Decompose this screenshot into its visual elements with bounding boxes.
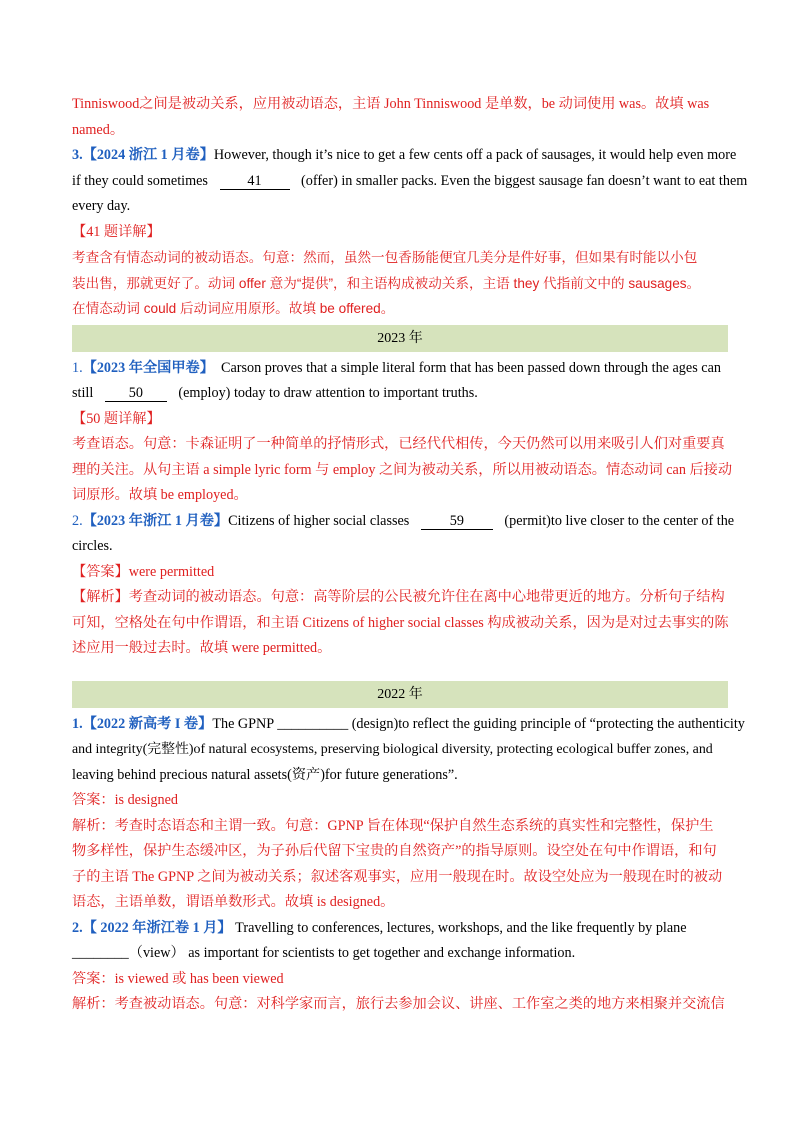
answer-blank: __________ <box>277 715 349 732</box>
explanation-line: 考查语态。句意：卡森证明了一种简单的抒情形式，已经代代相传，今天仍然可以用来吸引人们对重要真 <box>72 436 725 452</box>
document-page <box>72 92 748 1018</box>
question-text: （view） as important for scientists to get together and exchange information. <box>128 945 576 961</box>
question-source-tag: 【2023 年浙江 1 月卷】 <box>82 512 229 529</box>
answer-blank: 41 <box>220 173 290 190</box>
question-text: The GPNP <box>212 715 274 732</box>
question-2022-1-line-2: and integrity(完整性)of natural ecosystems, preserving biological diversity, protecting ecological buffer zones, and <box>72 742 713 757</box>
detail-label: 【41 题详解】 <box>72 223 161 240</box>
analysis-label: 【解析】 <box>72 589 129 605</box>
explanation-line: 子的主语 The GPNP 之间为被动关系；叙述客观事实，应用一般现在时。故设空处应为一般现在时的被动 <box>72 868 723 885</box>
question-2023-1-line-2 <box>72 381 728 407</box>
question-2023-1-line-1 <box>72 356 728 382</box>
explanation-line: 理的关注。从句主语 a simple lyric form 与 employ 之间为被动关系，所以用被动语态。情态动词 can 后接动 <box>72 461 733 478</box>
explanation-line: 解析：考查时态语态和主谓一致。句意：GPNP 旨在体现“保护自然生态系统的真实性和完整性，保护生 <box>72 817 714 834</box>
question-source-tag: 【 2022 年浙江卷 1 月】 <box>82 919 232 936</box>
year-header-2022: 2022 年 <box>72 681 728 708</box>
question-text: Travelling to conferences, lectures, workshops, and the like frequently by plane <box>235 919 687 936</box>
explanation-line: 语态，主语单数，谓语单数形式。故填 is designed。 <box>72 894 395 910</box>
question-number: 3. <box>72 147 83 163</box>
answer-line: 答案：is viewed 或 has been viewed <box>72 970 284 987</box>
answer-blank: 59 <box>421 513 493 530</box>
question-2023-2-line-1 <box>72 509 735 535</box>
explanation-line: 物多样性，保护生态缓冲区，为子孙后代留下宝贵的自然资产”的指导原则。设空处在句中作谓语，和句 <box>72 843 717 859</box>
answer-text: were permitted <box>128 563 215 580</box>
question-text: However, though it’s nice to get a few cents off a pack of sausages, it would help even more <box>213 147 737 163</box>
question-number: 2. <box>72 919 83 936</box>
question-text: (design)to reflect the guiding principle of “protecting the authenticity <box>351 715 745 732</box>
intro-line-1: Tinniswood之间是被动关系，应用被动语态，主语 John Tinniswood 是单数，be 动词使用 was。故填 was <box>72 96 710 112</box>
question-text: Citizens of higher social classes <box>228 512 410 529</box>
question-2024-3-line-3: every day. <box>72 198 131 214</box>
explanation-line: 述应用一般过去时。故填 were permitted。 <box>72 640 332 656</box>
answer-blank: 50 <box>105 385 167 402</box>
analysis-line <box>72 585 728 611</box>
question-text: if they could sometimes <box>72 172 208 189</box>
answer-label: 【答案】 <box>72 563 129 580</box>
explanation-line: 词原形。故填 be employed。 <box>72 487 248 503</box>
answer-blank: ________ <box>72 945 129 961</box>
question-text: Carson proves that a simple literal form that has been passed down through the ages can <box>220 359 721 376</box>
question-number: 2. <box>72 512 83 529</box>
answer-line <box>72 560 728 586</box>
question-text: (offer) in smaller packs. Even the biggest sausage fan doesn’t want to eat them <box>301 172 748 189</box>
detail-label: 【50 题详解】 <box>72 410 161 427</box>
question-text: (employ) today to draw attention to important truths. <box>178 385 478 401</box>
explanation-line: 在情态动词 could 后动词应用原形。故填 be offered。 <box>72 301 395 316</box>
question-text: (permit)to live closer to the center of the <box>504 512 735 529</box>
explanation-text: 考查动词的被动语态。句意：高等阶层的公民被允许住在离中心地带更近的地方。分析句子结构 <box>128 589 725 605</box>
question-source-tag: 【2022 新高考 I 卷】 <box>82 715 213 732</box>
question-2022-1-line-1 <box>72 712 745 738</box>
explanation-line: 解析：考查被动语态。句意：对科学家而言，旅行去参加会议、讲座、工作室之类的地方来相聚并交流信 <box>72 996 725 1012</box>
explanation-line: 可知，空格处在句中作谓语，和主语 Citizens of higher social classes 构成被动关系，因为是对过去事实的陈 <box>72 614 729 631</box>
question-source-tag: 【2024 浙江 1 月卷】 <box>82 147 214 163</box>
explanation-line: 考查含有情态动词的被动语态。句意：然而，虽然一包香肠能便宜几美分是件好事，但如果有时能以小包 <box>72 250 698 265</box>
question-2022-2-line-2 <box>72 941 728 967</box>
question-2022-2-line-1 <box>72 916 728 942</box>
year-header-2023: 2023 年 <box>72 325 728 352</box>
question-source-tag: 【2023 年全国甲卷】 <box>82 359 214 376</box>
question-2022-1-line-3: leaving behind precious natural assets(资产)for future generations”. <box>72 766 458 783</box>
explanation-line: 装出售，那就更好了。动词 offer 意为“提供”，和主语构成被动关系，主语 they 代指前文中的 sausages。 <box>72 275 701 291</box>
question-2024-3-line-1 <box>72 143 737 169</box>
question-text: still <box>72 385 94 401</box>
intro-line-2: named。 <box>72 121 125 138</box>
question-number: 1. <box>72 359 83 376</box>
question-2023-2-line-2: circles. <box>72 538 113 554</box>
question-2024-3-line-2 <box>72 169 748 195</box>
answer-line: 答案：is designed <box>72 792 179 808</box>
question-number: 1. <box>72 715 83 732</box>
